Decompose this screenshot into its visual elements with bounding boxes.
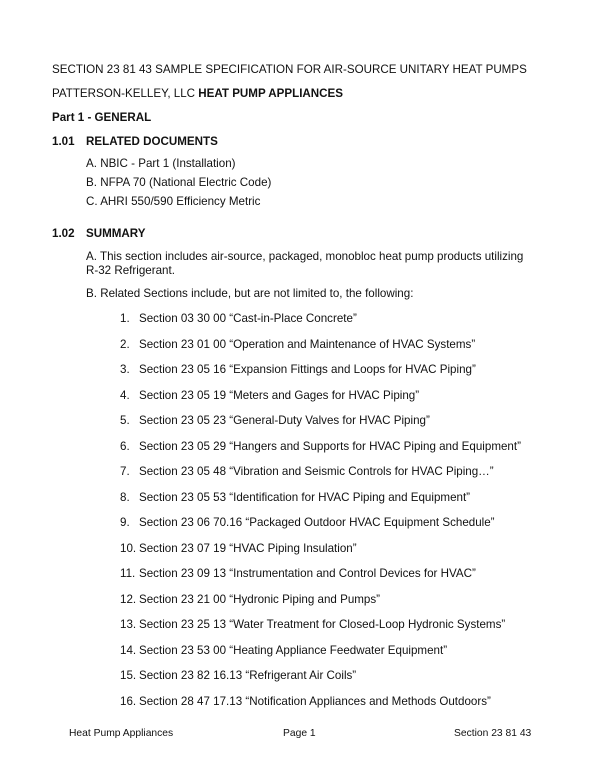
list-item — [86, 157, 236, 171]
item-text: NFPA 70 (National Electric Code) — [100, 176, 272, 189]
paragraph-b — [86, 287, 413, 301]
footer-right: Section 23 81 43 — [454, 728, 532, 739]
list-number: 7. — [120, 465, 130, 478]
product-name: HEAT PUMP APPLIANCES — [198, 87, 344, 100]
heading-summary: SUMMARY — [86, 227, 146, 240]
list-number: 10. — [120, 542, 137, 555]
heading-number-1-02: 1.02 — [52, 227, 75, 240]
list-item — [86, 176, 271, 190]
list-item: Section 23 53 00 “Heating Appliance Feedwater Equipment” — [139, 644, 448, 657]
list-number: 15. — [120, 669, 137, 682]
list-item: Section 23 05 19 “Meters and Gages for HVAC Piping” — [139, 389, 420, 402]
list-item: Section 03 30 00 “Cast-in-Place Concrete” — [139, 312, 357, 325]
footer-page-number: Page 1 — [283, 728, 316, 739]
list-number: 8. — [120, 491, 130, 504]
item-label: C. — [86, 195, 98, 208]
list-number: 9. — [120, 516, 130, 529]
heading-related-documents: RELATED DOCUMENTS — [86, 135, 218, 148]
list-item: Section 23 01 00 “Operation and Maintenance of HVAC Systems” — [139, 338, 476, 351]
list-item: Section 23 21 00 “Hydronic Piping and Pumps” — [139, 593, 381, 606]
company-name: PATTERSON-KELLEY, LLC — [52, 87, 196, 100]
heading-number-1-01: 1.01 — [52, 135, 75, 148]
company-line — [52, 87, 343, 101]
list-item: Section 23 82 16.13 “Refrigerant Air Coils” — [139, 669, 357, 682]
item-label: A. — [86, 157, 97, 170]
list-number: 14. — [120, 644, 137, 657]
paragraph-a-line2: R-32 Refrigerant. — [86, 264, 175, 277]
list-item: Section 23 05 29 “Hangers and Supports for HVAC Piping and Equipment” — [139, 440, 521, 453]
list-item: Section 23 05 48 “Vibration and Seismic Controls for HVAC Piping…” — [139, 465, 494, 478]
paragraph-a-line1 — [86, 250, 523, 264]
item-text: This section includes air-source, packaged, monobloc heat pump products utilizing — [99, 250, 524, 263]
list-item: Section 23 05 23 “General-Duty Valves for HVAC Piping” — [139, 414, 430, 427]
list-number: 16. — [120, 695, 137, 708]
list-item — [86, 195, 260, 209]
list-number: 11. — [120, 567, 136, 580]
part-heading: Part 1 - GENERAL — [52, 111, 152, 124]
list-item: Section 23 05 16 “Expansion Fittings and Loops for HVAC Piping” — [139, 363, 476, 376]
item-text: NBIC - Part 1 (Installation) — [100, 157, 236, 170]
list-item: Section 23 05 53 “Identification for HVAC Piping and Equipment” — [139, 491, 471, 504]
list-number: 12. — [120, 593, 137, 606]
item-text: AHRI 550/590 Efficiency Metric — [100, 195, 261, 208]
list-number: 3. — [120, 363, 130, 376]
item-text: Related Sections include, but are not limited to, the following: — [100, 287, 414, 300]
item-label: B. — [86, 287, 97, 300]
section-title: SECTION 23 81 43 SAMPLE SPECIFICATION FOR AIR-SOURCE UNITARY HEAT PUMPS — [52, 63, 527, 76]
list-item: Section 23 07 19 “HVAC Piping Insulation” — [139, 542, 357, 555]
item-label: B. — [86, 176, 97, 189]
list-item: Section 23 25 13 “Water Treatment for Closed-Loop Hydronic Systems” — [139, 618, 506, 631]
list-number: 13. — [120, 618, 137, 631]
list-number: 2. — [120, 338, 130, 351]
footer-left: Heat Pump Appliances — [69, 728, 174, 739]
list-item: Section 23 06 70.16 “Packaged Outdoor HVAC Equipment Schedule” — [139, 516, 495, 529]
list-item: Section 23 09 13 “Instrumentation and Control Devices for HVAC” — [139, 567, 476, 580]
list-number: 4. — [120, 389, 130, 402]
list-number: 6. — [120, 440, 130, 453]
item-label: A. — [86, 250, 97, 263]
list-item: Section 28 47 17.13 “Notification Appliances and Methods Outdoors” — [139, 695, 491, 708]
list-number: 1. — [120, 312, 130, 325]
list-number: 5. — [120, 414, 130, 427]
